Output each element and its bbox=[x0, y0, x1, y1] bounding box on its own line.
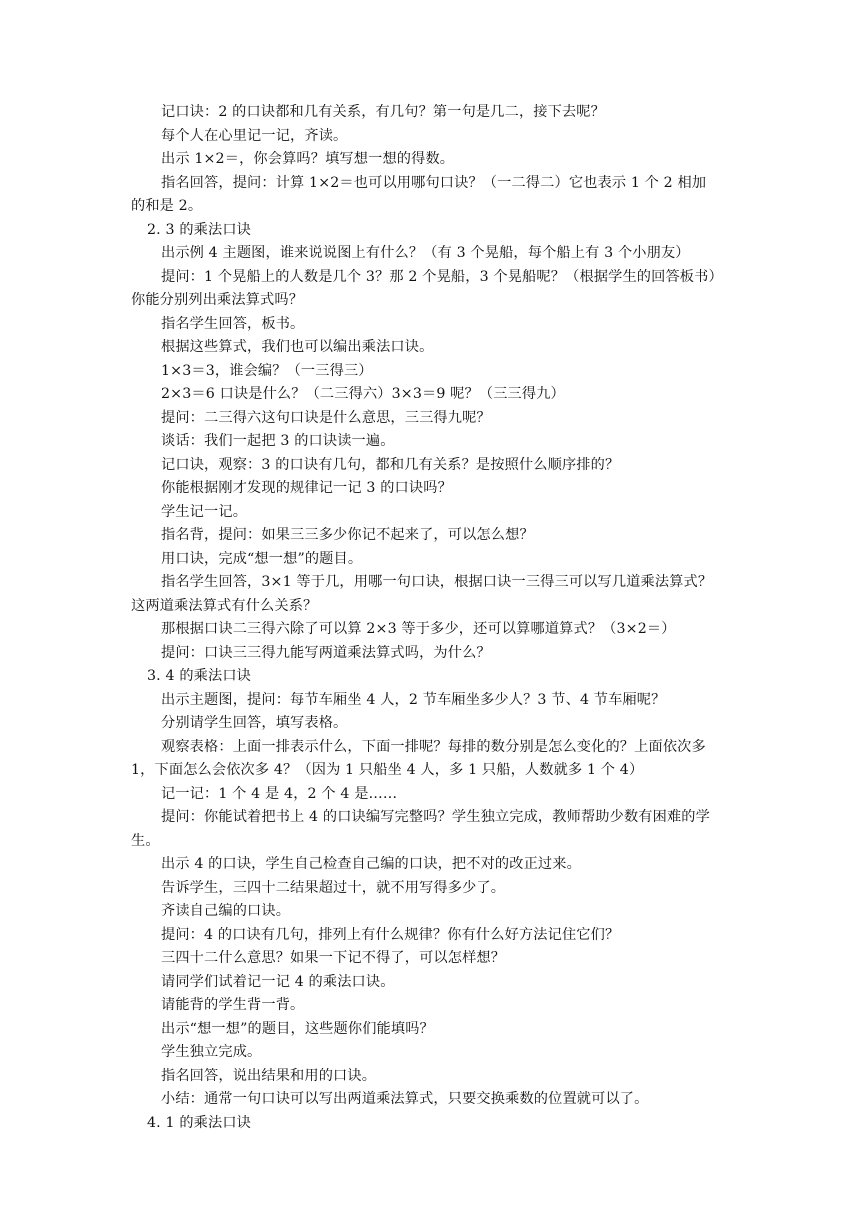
paragraph-line: 告诉学生，三四十二结果超过十，就不用写得多少了。 bbox=[161, 879, 506, 896]
paragraph-line: 指名回答，说出结果和用的口诀。 bbox=[161, 1067, 377, 1084]
paragraph-line: 每个人在心里记一记，齐读。 bbox=[161, 127, 348, 144]
paragraph-line: 请能背的学生背一背。 bbox=[161, 997, 305, 1013]
section-heading: 3. 4 的乘法口诀 bbox=[147, 668, 252, 684]
paragraph-line: 提问：口诀三三得九能写两道乘法算式吗，为什么？ bbox=[161, 644, 491, 661]
paragraph-line: 提问：二三得六这句口诀是什么意思，三三得九呢？ bbox=[161, 409, 491, 426]
document-body bbox=[131, 101, 741, 1135]
paragraph-line: 记一记：1 个 4 是 4，2 个 4 是…… bbox=[161, 785, 398, 802]
paragraph-line: 出示例 4 主题图，谁来说说图上有什么？（有 3 个晃船，每个船上有 3 个小朋友） bbox=[161, 245, 690, 261]
paragraph-line: 用口诀，完成“想一想”的题目。 bbox=[161, 550, 363, 567]
paragraph-line: 提问：4 的口诀有几句，排列上有什么规律？你有什么好方法记住它们？ bbox=[161, 926, 620, 943]
paragraph-line: 齐读自己编的口诀。 bbox=[161, 903, 291, 919]
paragraph-line: 小结：通常一句口诀可以写出两道乘法算式，只要交换乘数的位置就可以了。 bbox=[161, 1091, 649, 1107]
paragraph-line: 提问：你能试着把书上 4 的口诀编写完整吗？学生独立完成，教师帮助少数有困难的学 bbox=[161, 809, 710, 825]
paragraph-line: 指名背，提问：如果三三多少你记不起来了，可以怎么想？ bbox=[161, 527, 534, 543]
paragraph-line: 分别请学生回答，填写表格。 bbox=[161, 715, 348, 731]
paragraph-line: 这两道乘法算式有什么关系？ bbox=[131, 597, 318, 614]
paragraph-line: 出示“想一想”的题目，这些题你们能填吗？ bbox=[161, 1020, 434, 1037]
paragraph-line: 记口诀，观察：3 的口诀有几句，都和几有关系？是按照什么顺序排的？ bbox=[161, 456, 620, 473]
paragraph-line: 生。 bbox=[131, 832, 160, 849]
paragraph-line: 请同学们试着记一记 4 的乘法口诀。 bbox=[161, 973, 395, 990]
paragraph-line: 学生记一记。 bbox=[161, 503, 248, 520]
paragraph-line: 2×3＝6 口诀是什么？（二三得六）3×3＝9 呢？（三三得九） bbox=[161, 386, 565, 402]
paragraph-line: 记口诀：2 的口诀都和几有关系，有几句？第一句是几二，接下去呢？ bbox=[161, 104, 605, 120]
paragraph-line: 观察表格：上面一排表示什么，下面一排呢？每排的数分别是怎么变化的？上面依次多 bbox=[161, 738, 706, 755]
paragraph-line: 三四十二什么意思？如果一下记不得了，可以怎样想？ bbox=[161, 950, 506, 966]
paragraph-line: 指名回答，提问：计算 1×2＝也可以用哪句口诀？（一二得二）它也表示 1 个 2 相加 bbox=[161, 174, 707, 191]
paragraph-line: 出示主题图，提问：每节车厢坐 4 人，2 节车厢坐多少人？3 节、4 节车厢呢？ bbox=[161, 691, 666, 708]
paragraph-line: 学生独立完成。 bbox=[161, 1044, 262, 1060]
paragraph-line: 1，下面怎么会依次多 4？（因为 1 只船坐 4 人，多 1 只船，人数就多 1 个 4） bbox=[131, 762, 644, 778]
paragraph-line: 你能根据刚才发现的规律记一记 3 的口诀吗？ bbox=[161, 480, 452, 496]
paragraph-line: 出示 1×2＝，你会算吗？填写想一想的得数。 bbox=[161, 151, 455, 167]
paragraph-line: 出示 4 的口诀，学生自己检查自己编的口诀，把不对的改正过来。 bbox=[161, 856, 581, 872]
paragraph-line: 你能分别列出乘法算式吗？ bbox=[131, 292, 304, 308]
section-heading: 4. 1 的乘法口诀 bbox=[147, 1114, 252, 1131]
paragraph-line: 指名学生回答，3×1 等于几，用哪一句口诀，根据口诀一三得三可以写几道乘法算式？ bbox=[161, 574, 713, 590]
paragraph-line: 指名学生回答，板书。 bbox=[161, 315, 305, 332]
paragraph-line: 1×3＝3，谁会编？（一三得三） bbox=[161, 362, 373, 379]
paragraph-line: 那根据口诀二三得六除了可以算 2×3 等于多少，还可以算哪道算式？（3×2＝） bbox=[161, 621, 676, 637]
paragraph-line: 的和是 2。 bbox=[131, 198, 203, 214]
section-heading: 2. 3 的乘法口诀 bbox=[147, 221, 252, 238]
paragraph-line: 谈话：我们一起把 3 的口诀读一遍。 bbox=[161, 433, 395, 449]
paragraph-line: 根据这些算式，我们也可以编出乘法口诀。 bbox=[161, 339, 434, 355]
paragraph-line: 提问：1 个晃船上的人数是几个 3？那 2 个晃船，3 个晃船呢？（根据学生的回答板书） bbox=[161, 268, 723, 285]
